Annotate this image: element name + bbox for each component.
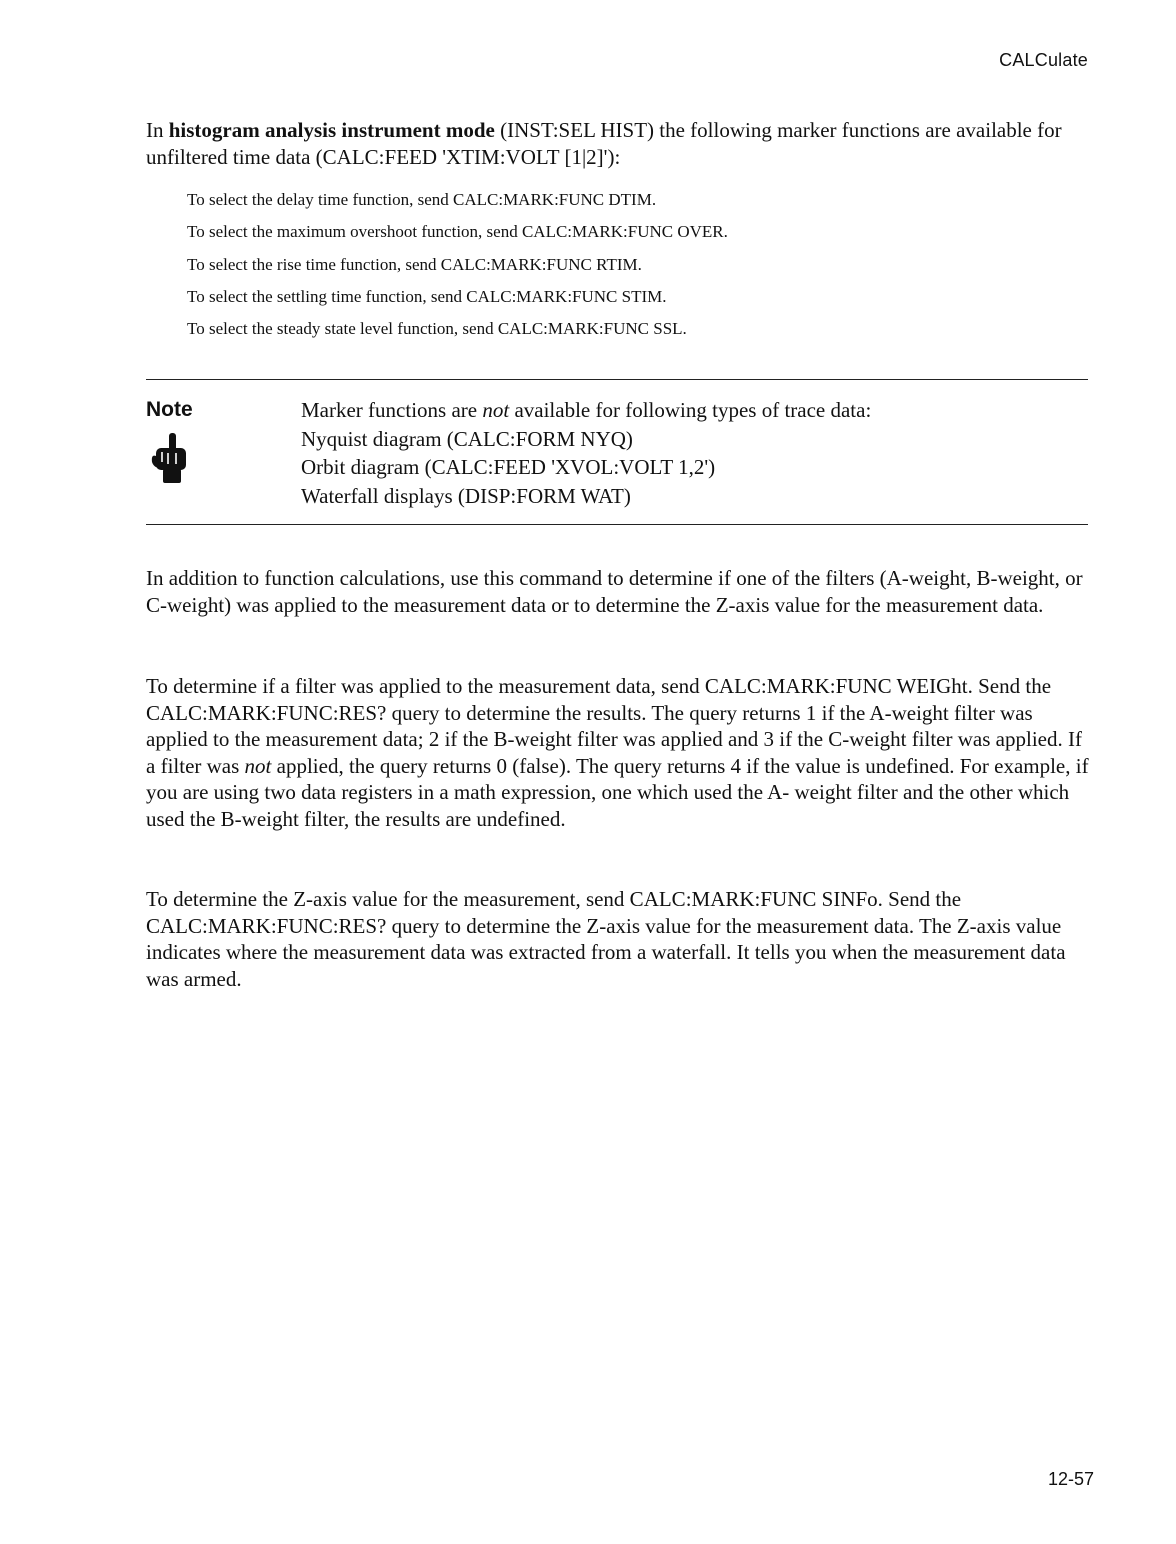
filter-weight-text-b: applied, the query returns 0 (false). The query returns 4 if the value is undefined. For example, if you are using two data registers in a math expression, one which used the A- weight filter and the other which used the B-weight filter, the results are undefined. (146, 753, 1089, 831)
note-item: Nyquist diagram (CALC:FORM NYQ) (301, 426, 633, 451)
filter-weight-emphasis: not (244, 753, 272, 778)
command-item: To select the rise time function, send CALC:MARK:FUNC RTIM. (187, 254, 642, 274)
note-label: Note (146, 398, 193, 421)
filter-weight-text-a: To determine if a filter was applied to the measurement data, send CALC:MARK:FUNC WEIGht. Send the CALC:MARK:FUNC:RES? query to determine the results. The query returns 1 if the A-weight filter was applied to the measurement data; 2 if the B-weight filter was applied and 3 if the C-weight filter was applied. If a filter was (146, 674, 1082, 778)
note-content (301, 396, 1081, 510)
command-item: To select the maximum overshoot function, send CALC:MARK:FUNC OVER. (187, 222, 728, 242)
command-item: To select the steady state level function, send CALC:MARK:FUNC SSL. (187, 319, 687, 339)
command-item: To select the settling time function, send CALC:MARK:FUNC STIM. (187, 286, 667, 306)
note-item: Waterfall displays (DISP:FORM WAT) (301, 483, 631, 508)
intro-paragraph (146, 117, 1096, 170)
note-intro-prefix: Marker functions are (301, 398, 483, 422)
intro-bold-term: histogram analysis instrument mode (168, 118, 495, 142)
running-head: CALCulate (999, 50, 1088, 70)
page-number: 12-57 (1047, 1469, 1094, 1489)
note-line-intro (301, 396, 1081, 425)
note-bottom-rule (146, 524, 1088, 525)
pointing-hand-icon (150, 432, 196, 484)
note-top-rule (146, 379, 1088, 380)
note-item: Orbit diagram (CALC:FEED 'XVOL:VOLT 1,2') (301, 455, 716, 479)
command-list (187, 184, 1087, 345)
command-item: To select the delay time function, send CALC:MARK:FUNC DTIM. (187, 190, 657, 209)
note-intro-emphasis: not (482, 398, 510, 422)
note-intro-suffix: available for following types of trace data: (509, 398, 872, 422)
filter-weight-paragraph (146, 673, 1096, 832)
z-axis-paragraph: To determine the Z-axis value for the measurement, send CALC:MARK:FUNC SINFo. Send the CALC:MARK:FUNC:RES? query to determine the Z-axis value for the measurement data. The Z-axis value indicates where the measurement data was extracted from a waterfall. It tells you when the measurement data was armed. (146, 887, 1066, 991)
filter-overview-paragraph: In addition to function calculations, use this command to determine if one of the filters (A-weight, B-weight, or C-weight) was applied to the measurement data or to determine the Z-axis value for the measurement data. (146, 566, 1083, 617)
intro-prefix: In (146, 118, 169, 142)
intro-suffix: (INST:SEL HIST) the following marker functions are available for unfiltered time data (CALC:FEED 'XTIM:VOLT [1|2]'): (146, 118, 1062, 169)
